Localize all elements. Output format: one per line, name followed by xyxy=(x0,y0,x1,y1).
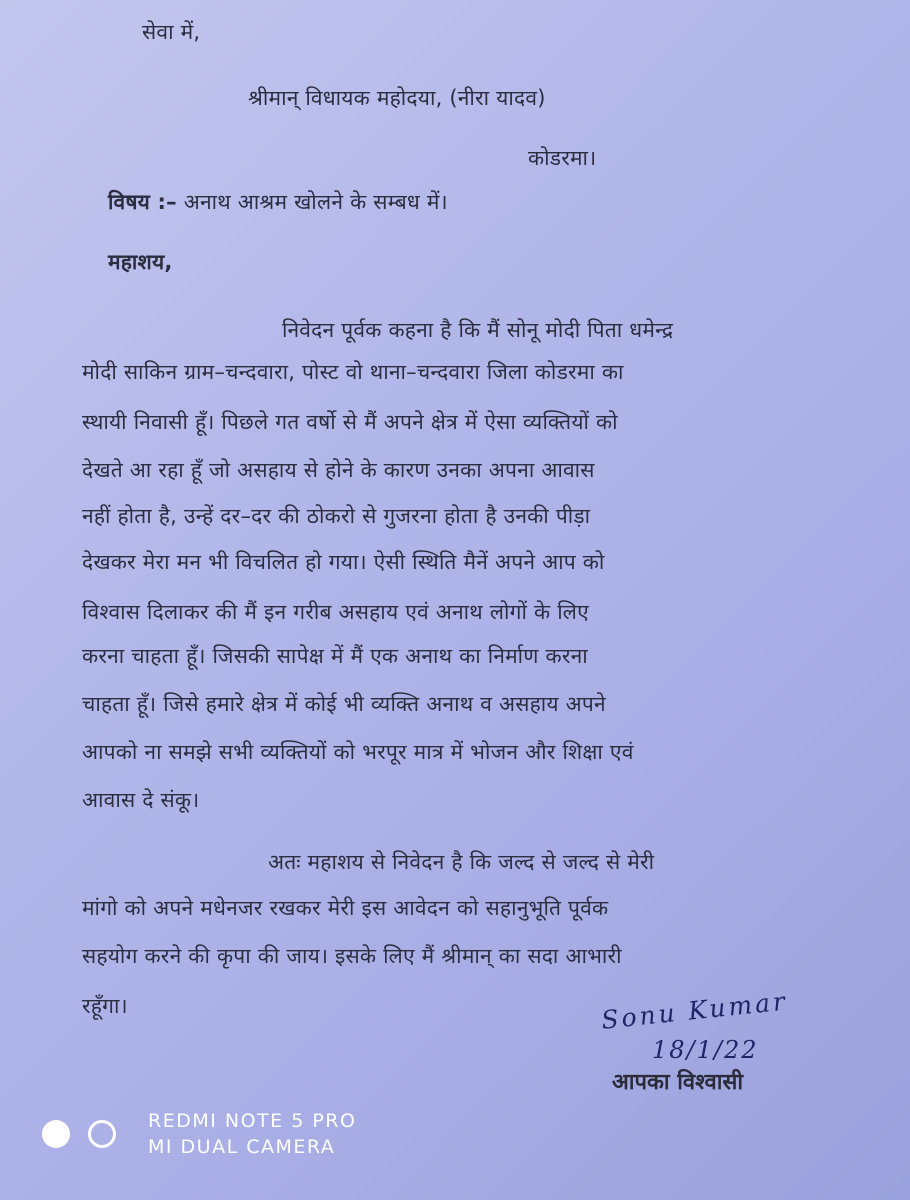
handwritten-signature: Sonu Kumar xyxy=(600,986,790,1035)
addressee: श्रीमान् विधायक महोदया, (नीरा यादव) xyxy=(248,86,546,110)
paragraph1-line: देखते आ रहा हूँ जो असहाय से होने के कारण उनका अपना आवास xyxy=(82,458,595,482)
paragraph2-line: रहूँगा। xyxy=(82,994,128,1018)
salutation-top: सेवा में, xyxy=(142,20,201,44)
greeting: महाशय, xyxy=(108,250,173,274)
paragraph1-line: स्थायी निवासी हूँ। पिछले गत वर्षो से मैं अपने क्षेत्र में ऐसा व्यक्तियों को xyxy=(82,410,618,434)
paragraph2-line: अतः महाशय से निवेदन है कि जल्द से जल्द से मेरी xyxy=(268,850,655,874)
paragraph1-line: चाहता हूँ। जिसे हमारे क्षेत्र में कोई भी व्यक्ति अनाथ व असहाय अपने xyxy=(82,692,606,716)
subject-label: विषय :– xyxy=(108,190,177,214)
paragraph1-line: करना चाहता हूँ। जिसकी सापेक्ष में मैं एक अनाथ का निर्माण करना xyxy=(82,644,588,668)
filled-circle-icon xyxy=(42,1120,70,1148)
outline-circle-icon xyxy=(88,1120,116,1148)
camera-watermark xyxy=(148,1108,356,1160)
watermark-line-2: MI DUAL CAMERA xyxy=(148,1136,336,1158)
paragraph1-line: विश्वास दिलाकर की मैं इन गरीब असहाय एवं अनाथ लोगों के लिए xyxy=(82,600,589,624)
paragraph1-line: नहीं होता है, उन्हें दर–दर की ठोकरो से गुजरना होता है उनकी पीड़ा xyxy=(82,504,591,528)
paragraph2-line: मांगो को अपने मधेनजर रखकर मेरी इस आवेदन को सहानुभूति पूर्वक xyxy=(82,896,609,920)
paragraph1-line: आपको ना समझे सभी व्यक्तियों को भरपूर मात्र में भोजन और शिक्षा एवं xyxy=(82,740,634,764)
watermark-line-1: REDMI NOTE 5 PRO xyxy=(148,1110,357,1132)
paragraph2-line: सहयोग करने की कृपा की जाय। इसके लिए मैं श्रीमान् का सदा आभारी xyxy=(82,944,622,968)
closing-line: आपका विश्वासी xyxy=(612,1070,744,1095)
camera-logo xyxy=(42,1120,128,1154)
paragraph1-line: निवेदन पूर्वक कहना है कि मैं सोनू मोदी पिता धमेन्द्र xyxy=(282,318,674,342)
subject-line xyxy=(108,188,448,216)
paragraph1-line: आवास दे संकू। xyxy=(82,788,200,812)
paragraph1-line: देखकर मेरा मन भी विचलित हो गया। ऐसी स्थिति मैनें अपने आप को xyxy=(82,550,605,574)
handwritten-date: 18/1/22 xyxy=(652,1036,759,1064)
addressee-place: कोडरमा। xyxy=(528,146,597,170)
subject-text: अनाथ आश्रम खोलने के सम्बध में। xyxy=(176,190,448,214)
paragraph1-line: मोदी साकिन ग्राम–चन्दवारा, पोस्ट वो थाना–चन्दवारा जिला कोडरमा का xyxy=(82,360,624,384)
